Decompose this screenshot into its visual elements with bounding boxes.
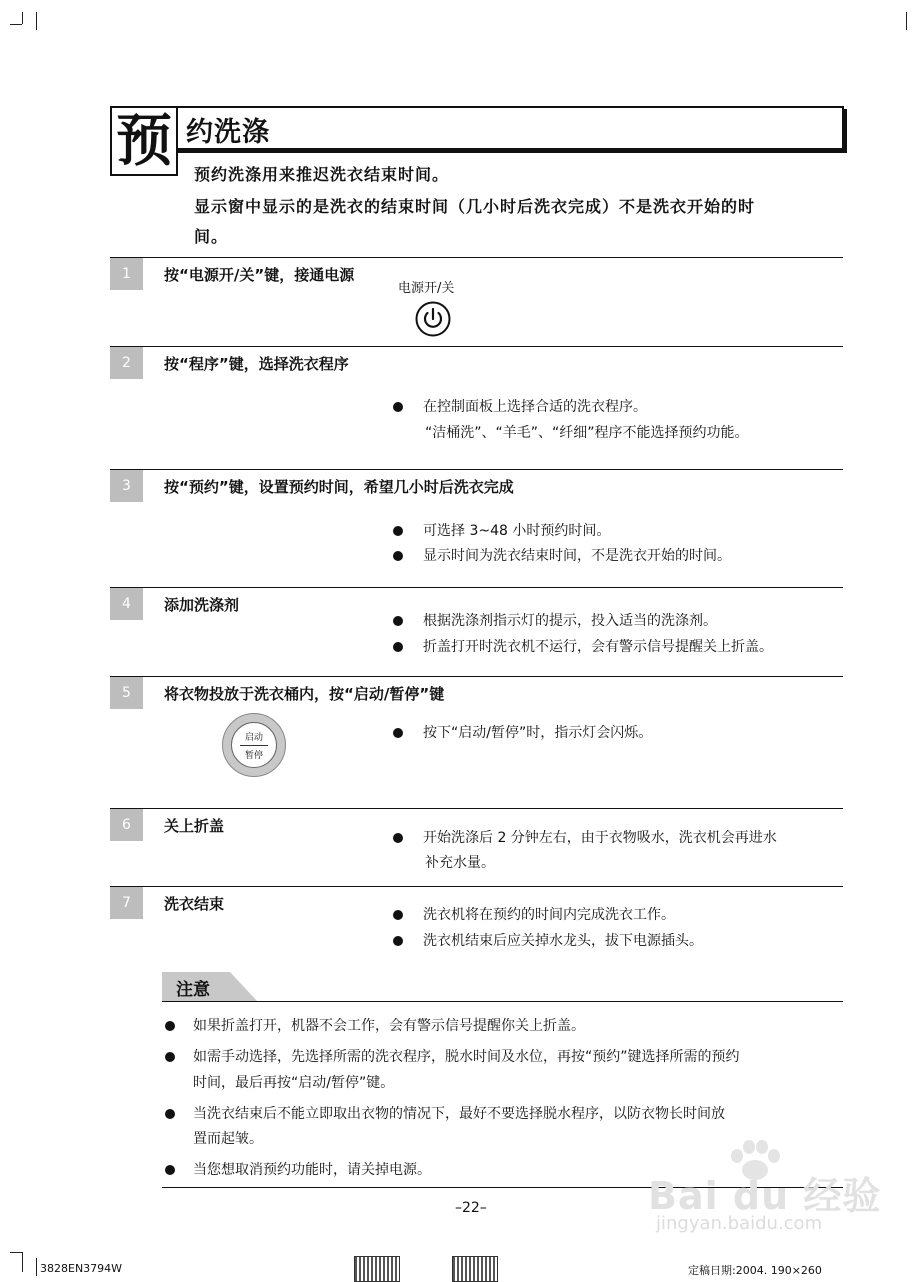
- step-title: 按“预约”键，设置预约时间，希望几小时后洗衣完成: [164, 478, 514, 496]
- notice-title: 注意: [176, 980, 210, 1000]
- step-number: 3: [110, 470, 143, 502]
- step-divider: [110, 469, 843, 470]
- intro-line-1: 预约洗涤用来推迟洗衣结束时间。: [194, 165, 450, 184]
- step-title: 洗衣结束: [164, 895, 225, 913]
- step-divider: [110, 808, 843, 809]
- bullet-item: 可选择 3~48 小时预约时间。: [393, 520, 610, 540]
- pause-label: 暂停: [244, 751, 263, 761]
- step-divider: [110, 676, 843, 677]
- step-divider: [110, 346, 843, 347]
- step-divider: [110, 257, 843, 258]
- title-big-char: 预: [110, 106, 178, 176]
- bullet-item: 洗衣机将在预约的时间内完成洗衣工作。: [393, 904, 675, 924]
- watermark-logo: Bai du 经验: [648, 1174, 882, 1218]
- bullet-item: 按下“启动/暂停”时，指示灯会闪烁。: [393, 722, 652, 742]
- page-number: –22–: [455, 1200, 487, 1216]
- power-label: 电源开/关: [398, 281, 455, 296]
- bullet-item: 根据洗涤剂指示灯的提示，投入适当的洗涤剂。: [393, 610, 717, 630]
- step-number: 2: [110, 347, 143, 379]
- bullet-dot: [165, 1052, 175, 1062]
- start-label: 启动: [244, 733, 263, 743]
- notice-continuation: 时间，最后再按“启动/暂停”键。: [193, 1075, 395, 1091]
- notice-item: 当洗衣结束后不能立即取出衣物的情况下，最好不要选择脱水程序，以防衣物长时间放: [165, 1103, 725, 1123]
- bullet-dot: [393, 936, 403, 946]
- bullet-item: 在控制面板上选择合适的洗衣程序。: [393, 396, 647, 416]
- bullet-item: 洗衣机结束后应关掉水龙头，拔下电源插头。: [393, 930, 703, 950]
- registration-mark: [354, 1256, 400, 1282]
- bullet-dot: [165, 1109, 175, 1119]
- bullet-item: 开始洗涤后 2 分钟左右，由于衣物吸水，洗衣机会再进水: [393, 827, 777, 847]
- step-title: 按“程序”键，选择洗衣程序: [164, 355, 349, 373]
- registration-mark: [452, 1256, 498, 1282]
- bullet-dot: [393, 526, 403, 536]
- bullet-dot: [165, 1165, 175, 1175]
- footer-code: 3828EN3794W: [40, 1262, 123, 1275]
- label-separator: [240, 745, 268, 746]
- notice-item: 如需手动选择，先选择所需的洗衣程序，脱水时间及水位，再按“预约”键选择所需的预约: [165, 1046, 740, 1066]
- crop-mark: [10, 1252, 22, 1253]
- notice-item: 如果折盖打开，机器不会工作，会有警示信号提醒你关上折盖。: [165, 1015, 585, 1035]
- bullet-dot: [165, 1021, 175, 1031]
- bullet-continuation: “洁桶洗”、“羊毛”、“纤细”程序不能选择预约功能。: [425, 425, 749, 441]
- step-divider: [110, 587, 843, 588]
- title-bar: [174, 106, 844, 150]
- crop-mark: [36, 12, 37, 30]
- start-pause-inner: [231, 722, 277, 768]
- intro-line-3: 间。: [194, 227, 229, 246]
- step-divider: [110, 886, 843, 887]
- power-icon: [415, 301, 451, 337]
- step-number: 4: [110, 588, 143, 620]
- bullet-dot: [393, 642, 403, 652]
- bullet-continuation: 补充水量。: [425, 855, 495, 871]
- crop-mark: [906, 12, 907, 30]
- crop-mark: [10, 24, 22, 25]
- step-number: 7: [110, 887, 143, 919]
- bullet-dot: [393, 402, 403, 412]
- step-title: 添加洗涤剂: [164, 596, 240, 614]
- footer-date: 定稿日期:2004. 190×260: [688, 1264, 822, 1277]
- bullet-dot: [393, 728, 403, 738]
- crop-mark: [36, 1258, 37, 1276]
- notice-divider: [162, 1001, 843, 1002]
- bullet-dot: [393, 833, 403, 843]
- notice-continuation: 置而起皱。: [193, 1131, 263, 1147]
- crop-mark: [22, 12, 23, 24]
- bullet-item: 折盖打开时洗衣机不运行，会有警示信号提醒关上折盖。: [393, 636, 773, 656]
- notice-item: 当您想取消预约功能时，请关掉电源。: [165, 1159, 431, 1179]
- step-number: 6: [110, 809, 143, 841]
- step-number: 5: [110, 677, 143, 709]
- bullet-dot: [393, 551, 403, 561]
- watermark-url: jingyan.baidu.com: [656, 1213, 823, 1234]
- step-title: 按“电源开/关”键，接通电源: [164, 266, 355, 284]
- crop-mark: [22, 1252, 23, 1272]
- start-pause-button-icon: [222, 713, 286, 777]
- bullet-item: 显示时间为洗衣结束时间，不是洗衣开始的时间。: [393, 545, 731, 565]
- step-number: 1: [110, 258, 143, 290]
- step-title: 将衣物投放于洗衣桶内，按“启动/暂停”键: [164, 685, 445, 703]
- title-text: 约洗涤: [186, 117, 270, 148]
- bullet-dot: [393, 616, 403, 626]
- bullet-dot: [393, 910, 403, 920]
- intro-line-2: 显示窗中显示的是洗衣的结束时间（几小时后洗衣完成）不是洗衣开始的时: [194, 197, 756, 216]
- step-title: 关上折盖: [164, 817, 225, 835]
